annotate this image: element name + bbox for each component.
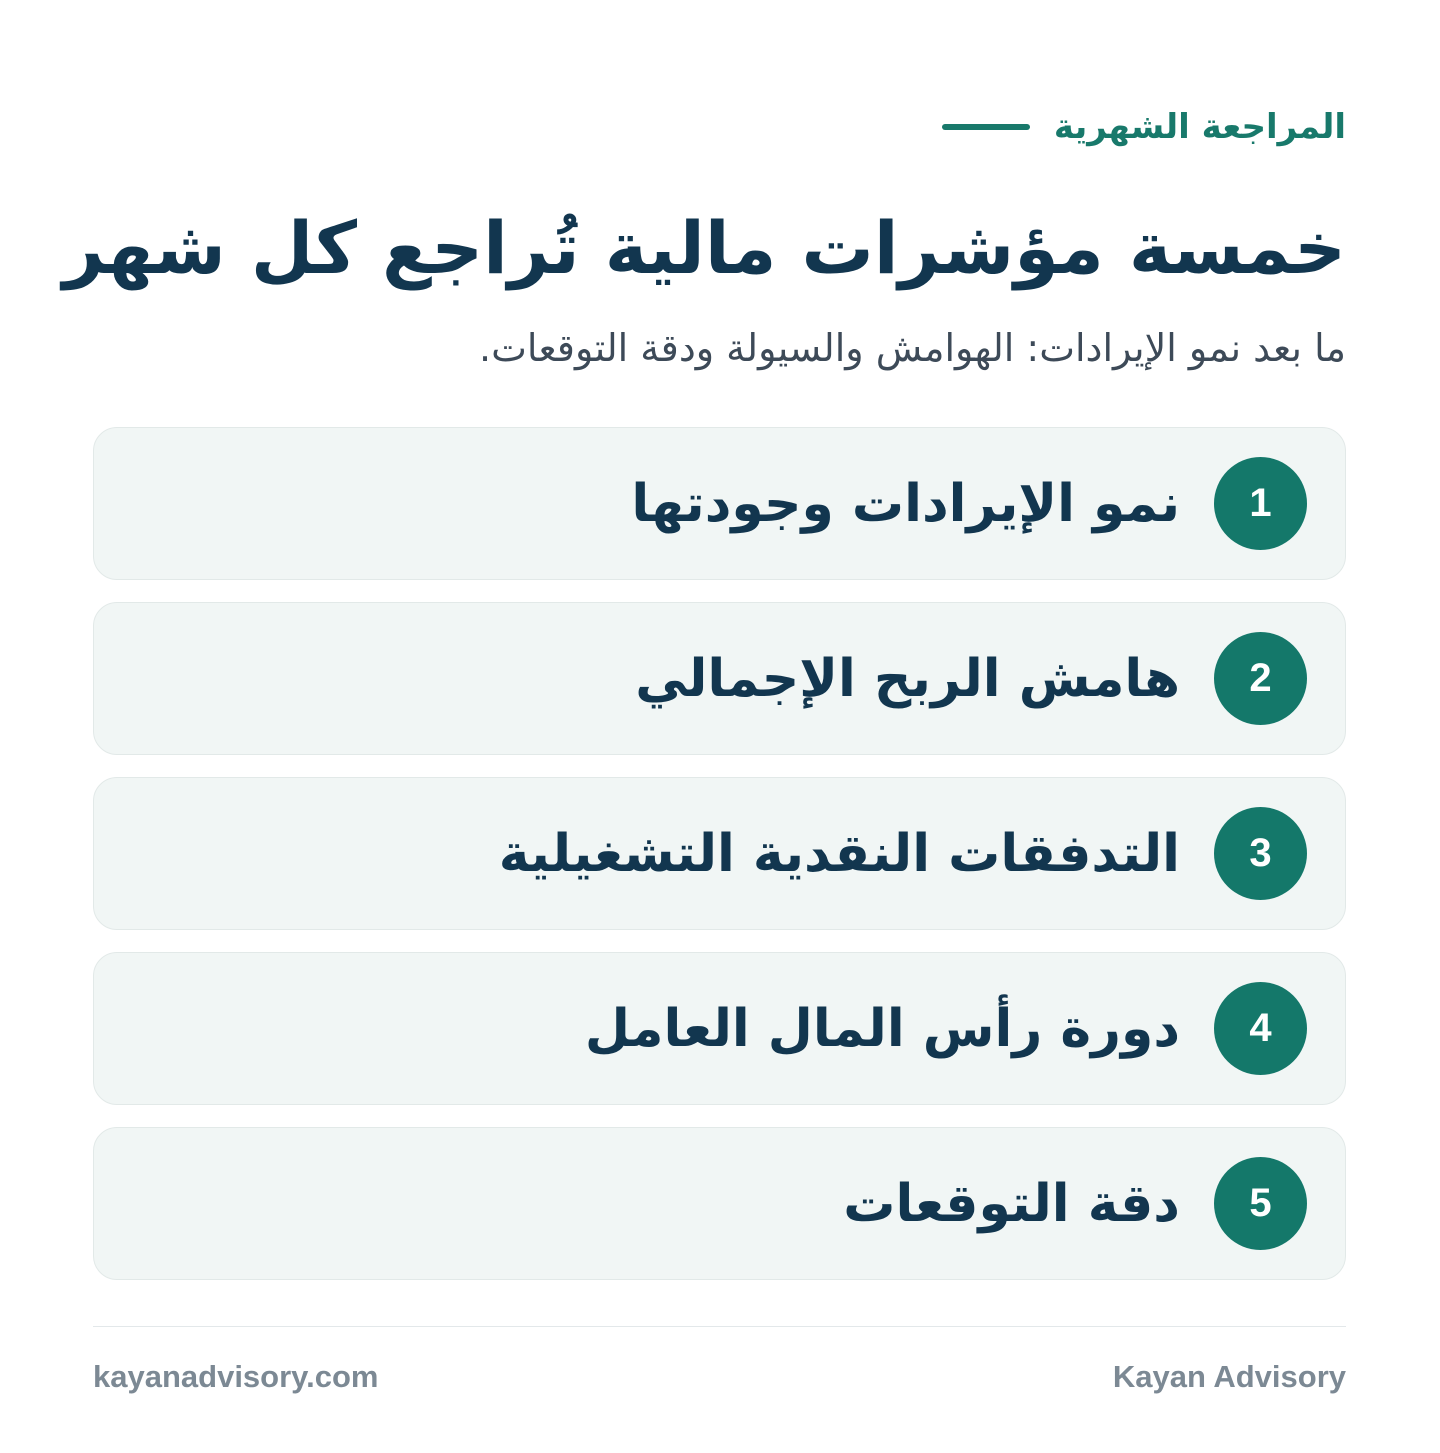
metric-card-3 [93, 777, 1346, 930]
metric-label: دقة التوقعات [843, 1173, 1180, 1234]
metrics-list [93, 427, 1346, 1302]
metric-card-2 [93, 602, 1346, 755]
page-subtitle: ما بعد نمو الإيرادات: الهوامش والسيولة ودقة التوقعات. [479, 326, 1346, 370]
infographic [62, 0, 1346, 1453]
footer-website: kayanadvisory.com [93, 1359, 379, 1394]
metric-number-badge: 4 [1214, 982, 1307, 1075]
metric-card-5 [93, 1127, 1346, 1280]
metric-label: هامش الربح الإجمالي [635, 648, 1180, 709]
eyebrow [942, 100, 1346, 154]
footer-divider [93, 1326, 1346, 1327]
metric-label: دورة رأس المال العامل [584, 998, 1180, 1059]
metric-number-badge: 2 [1214, 632, 1307, 725]
metric-number-badge: 3 [1214, 807, 1307, 900]
metric-label: نمو الإيرادات وجودتها [631, 473, 1180, 534]
eyebrow-text: المراجعة الشهرية [1053, 107, 1346, 147]
metric-number-badge: 5 [1214, 1157, 1307, 1250]
metric-label: التدفقات النقدية التشغيلية [498, 823, 1180, 884]
metric-card-4 [93, 952, 1346, 1105]
metric-card-1 [93, 427, 1346, 580]
footer-brand: Kayan Advisory [1112, 1359, 1346, 1394]
eyebrow-line [942, 124, 1030, 130]
metric-number-badge: 1 [1214, 457, 1307, 550]
page-title: خمسة مؤشرات مالية تُراجع كل شهر [62, 206, 1346, 290]
footer [93, 1355, 1346, 1399]
